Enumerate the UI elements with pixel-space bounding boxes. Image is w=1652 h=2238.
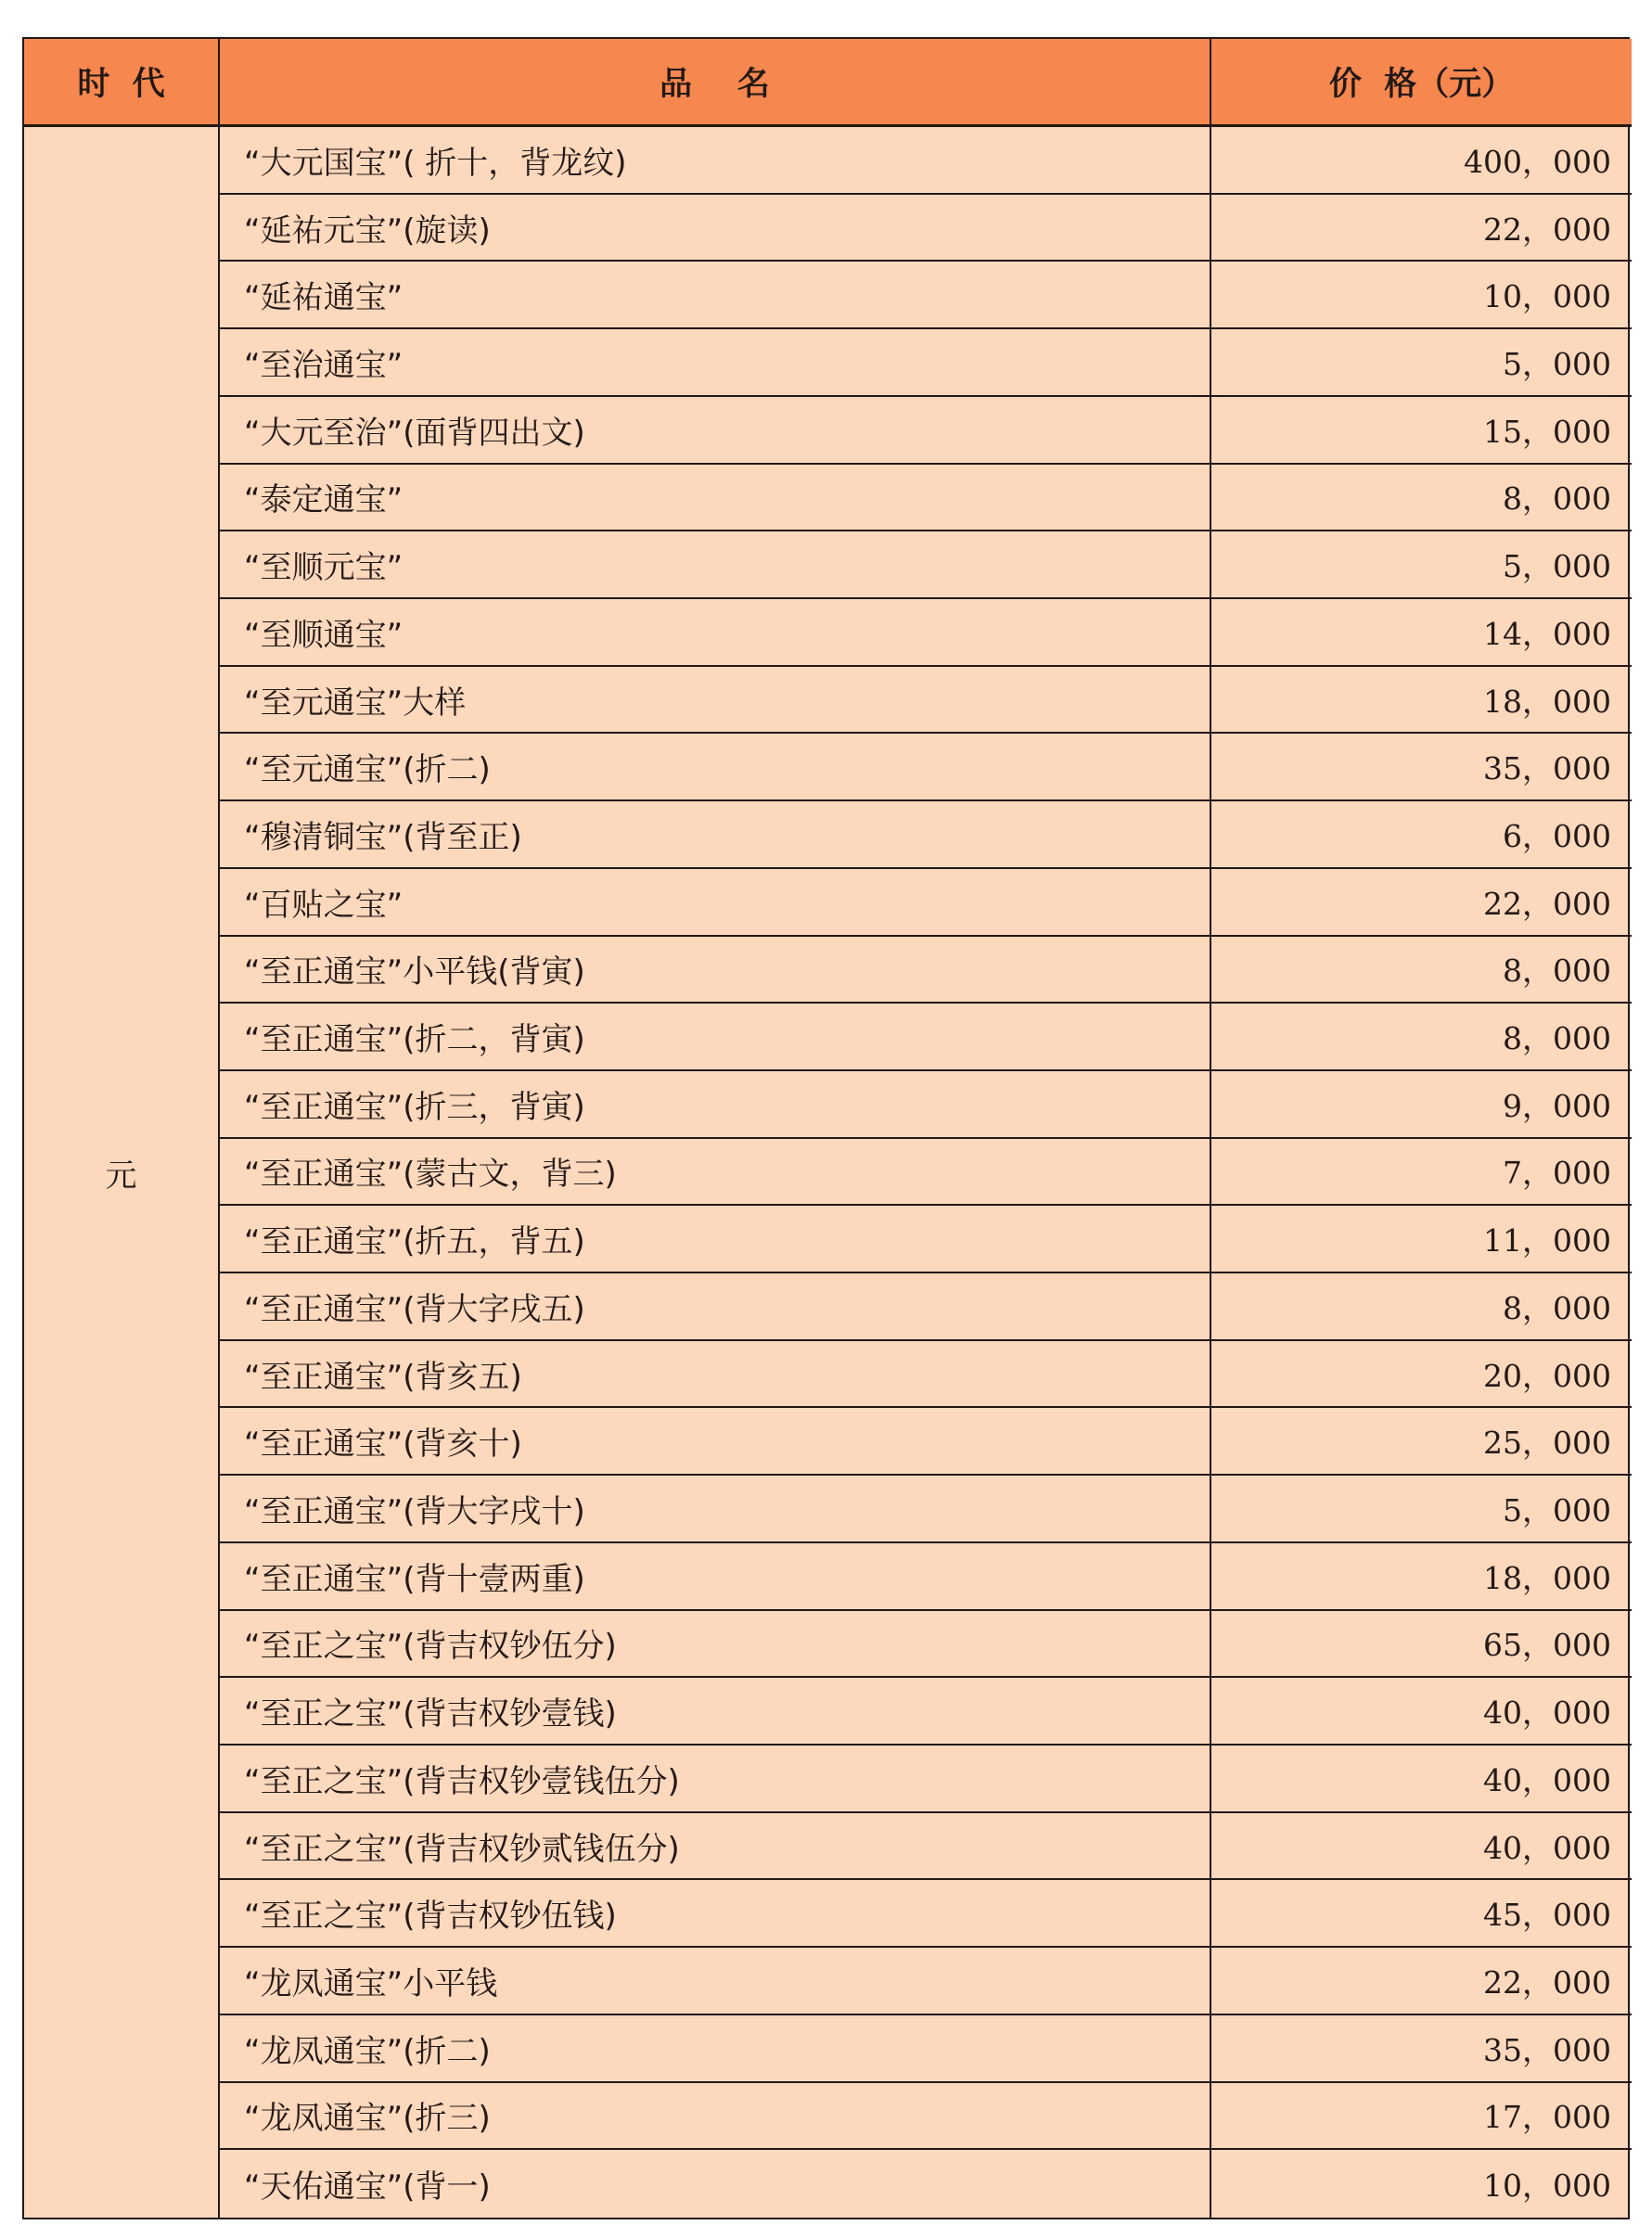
table-row-name: “至正通宝”(折三，背寅) bbox=[220, 1071, 1211, 1139]
table-row-price: 35，000 bbox=[1211, 734, 1632, 801]
table-row-price: 5，000 bbox=[1211, 531, 1632, 599]
table-row-price: 40，000 bbox=[1211, 1678, 1632, 1746]
table-row-name: “穆清铜宝”(背至正) bbox=[220, 801, 1211, 869]
table-row-price: 22，000 bbox=[1211, 869, 1632, 937]
header-name: 品 名 bbox=[220, 39, 1211, 127]
table-row-price: 8，000 bbox=[1211, 937, 1632, 1004]
table-row-price: 22，000 bbox=[1211, 1948, 1632, 2015]
table-row-price: 18，000 bbox=[1211, 1543, 1632, 1611]
table-row-price: 400，000 bbox=[1211, 127, 1632, 195]
price-table bbox=[22, 37, 1630, 2219]
table-row-name: “至正通宝”(折五，背五) bbox=[220, 1206, 1211, 1273]
table-row-price: 9，000 bbox=[1211, 1071, 1632, 1139]
table-row-price: 65，000 bbox=[1211, 1611, 1632, 1679]
table-row-name: “至正通宝”(背亥五) bbox=[220, 1341, 1211, 1409]
table-row-price: 22，000 bbox=[1211, 195, 1632, 262]
table-row-name: “大元至治”(面背四出文) bbox=[220, 397, 1211, 465]
table-row-price: 8，000 bbox=[1211, 465, 1632, 532]
table-row-name: “泰定通宝” bbox=[220, 465, 1211, 532]
table-row-name: “至正之宝”(背吉权钞壹钱) bbox=[220, 1678, 1211, 1746]
table-row-name: “至顺通宝” bbox=[220, 599, 1211, 667]
table-row-price: 6，000 bbox=[1211, 801, 1632, 869]
table-row-price: 17，000 bbox=[1211, 2083, 1632, 2151]
table-row-name: “大元国宝”( 折十，背龙纹) bbox=[220, 127, 1211, 195]
table-row-price: 10，000 bbox=[1483, 2168, 1611, 2205]
table-row-name: “至正之宝”(背吉权钞伍分) bbox=[220, 1611, 1211, 1679]
table-row-price: 15，000 bbox=[1211, 397, 1632, 465]
header-era: 时 代 bbox=[24, 39, 220, 127]
table-row-price: 8，000 bbox=[1211, 1004, 1632, 1071]
table-row-price: 35，000 bbox=[1211, 2015, 1632, 2083]
table-row-name: “至正通宝”(折二，背寅) bbox=[220, 1004, 1211, 1071]
table-row-price: 40，000 bbox=[1211, 1813, 1632, 1881]
table-row-name: “至正之宝”(背吉权钞壹钱伍分) bbox=[220, 1746, 1211, 1813]
table-row-name: “至正通宝”(背十壹两重) bbox=[220, 1543, 1211, 1611]
table-row-name: “至正通宝”(背大字戌五) bbox=[220, 1273, 1211, 1341]
table-row-price: 10，000 bbox=[1211, 262, 1632, 329]
table-row-price: 7，000 bbox=[1211, 1139, 1632, 1207]
header-price: 价 格（元） bbox=[1211, 39, 1632, 127]
table-row-name: “龙凤通宝”小平钱 bbox=[220, 1948, 1211, 2015]
table-row-price: 11，000 bbox=[1211, 1206, 1632, 1273]
table-row-price: 5，000 bbox=[1211, 329, 1632, 397]
table-row-name: “至正通宝”(背亥十) bbox=[220, 1408, 1211, 1476]
table-row-name: “龙凤通宝”(折二) bbox=[220, 2015, 1211, 2083]
table-row-name: “至治通宝” bbox=[220, 329, 1211, 397]
table-row-name: “天佑通宝”(背一) bbox=[220, 2150, 1211, 2218]
table-row-price: 25，000 bbox=[1211, 1408, 1632, 1476]
era-cell: 元 bbox=[24, 127, 220, 2218]
table-row-price: 45，000 bbox=[1211, 1880, 1632, 1948]
table-row-name: “至顺元宝” bbox=[220, 531, 1211, 599]
table-row-price: 14，000 bbox=[1211, 599, 1632, 667]
table-row-name: “至元通宝”大样 bbox=[220, 667, 1211, 735]
table-row-name: “百贴之宝” bbox=[220, 869, 1211, 937]
table-row-price: 20，000 bbox=[1211, 1341, 1632, 1409]
table-row-name: “至正通宝”(背大字戌十) bbox=[220, 1476, 1211, 1543]
table-row-name: “至正之宝”(背吉权钞伍钱) bbox=[220, 1880, 1211, 1948]
table-row-price: 5，000 bbox=[1211, 1476, 1632, 1543]
table-row-name: “龙凤通宝”(折三) bbox=[220, 2083, 1211, 2151]
table-row-name: “至正通宝”小平钱(背寅) bbox=[220, 937, 1211, 1004]
table-row-price: 8，000 bbox=[1211, 1273, 1632, 1341]
table-row-price: 18，000 bbox=[1211, 667, 1632, 735]
table-row-name: “至元通宝”(折二) bbox=[220, 734, 1211, 801]
table-row-name: “至正通宝”(蒙古文，背三) bbox=[220, 1139, 1211, 1207]
table-row-price: 40，000 bbox=[1211, 1746, 1632, 1813]
table-row-name: “延祐通宝” bbox=[220, 262, 1211, 329]
table-row-name: “延祐元宝”(旋读) bbox=[220, 195, 1211, 262]
table-row-name: “至正之宝”(背吉权钞贰钱伍分) bbox=[220, 1813, 1211, 1881]
